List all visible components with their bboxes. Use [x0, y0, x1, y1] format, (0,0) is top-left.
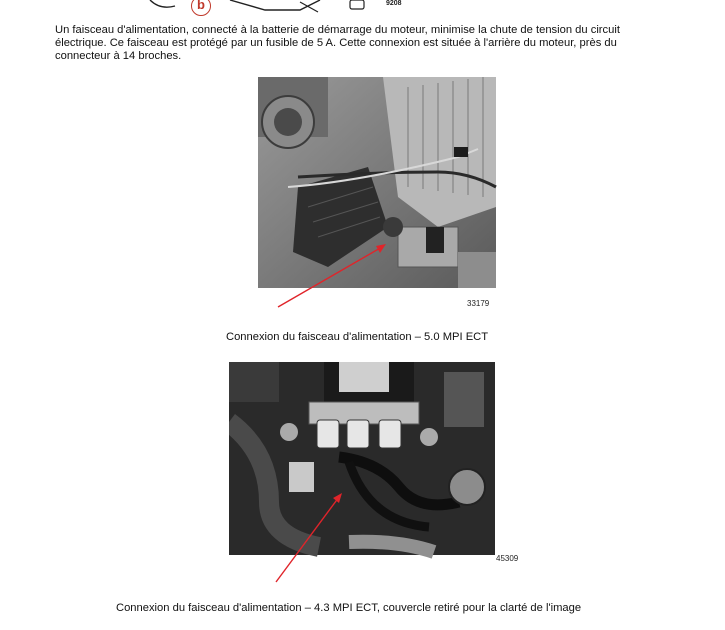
figure-4-3-mpi	[229, 362, 524, 586]
partial-ref-number: 9208	[386, 0, 402, 7]
figure-ref-number: 33179	[467, 299, 490, 308]
figure-5-0-mpi	[258, 77, 498, 310]
figure-ref-number: 45309	[496, 554, 519, 563]
top-illustration-fragment	[0, 0, 725, 16]
intro-paragraph: Un faisceau d'alimentation, connecté à la batterie de démarrage du moteur, minimise la chute de tension du circuit électrique. Ce faisceau est protégé par un fusible de 5 A. Cette connexion est située à l'arrière du moteur, près du connecteur à 14 broches.	[55, 24, 620, 62]
engine-photo-4-3	[229, 362, 524, 586]
figure-caption: Connexion du faisceau d'alimentation – 5.0 MPI ECT	[226, 331, 489, 343]
figure-caption: Connexion du faisceau d'alimentation – 4.3 MPI ECT, couvercle retiré pour la clarté de l'image	[116, 602, 582, 614]
engine-photo-5-0	[258, 77, 498, 310]
callout-b-letter: b	[197, 0, 205, 12]
